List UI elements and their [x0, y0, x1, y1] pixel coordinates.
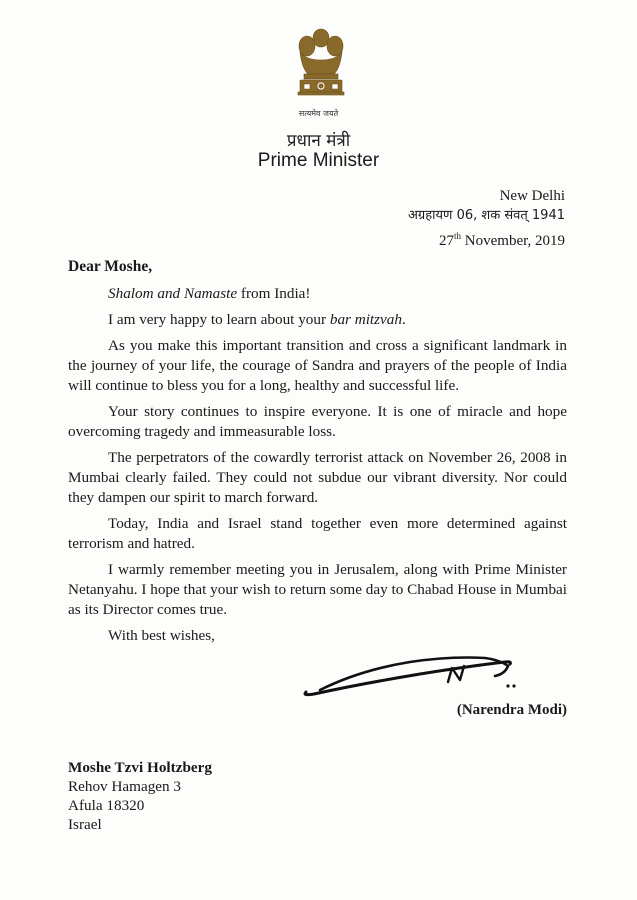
signed-name: (Narendra Modi) [456, 702, 567, 718]
handwritten-signature [300, 640, 530, 700]
recipient-country: Israel [68, 816, 102, 833]
closing: With best wishes, [108, 627, 215, 644]
paragraph-5: The perpetrators of the cowardly terrorist attack on November 26, 2008 in Mumbai clearly failed. They could not subdue our vibrant diversity. Nor could they dampen our spirit to march forward. [68, 449, 567, 506]
place: New Delhi [499, 188, 565, 204]
paragraph-2: I am very happy to learn about your bar mitzvah. [108, 311, 406, 328]
hindi-date: अग्रहायण 06, शक संवत् 1941 [407, 208, 565, 223]
paragraph-1: Shalom and Namaste from India! [108, 285, 311, 302]
recipient-name: Moshe Tzvi Holtzberg [68, 759, 212, 776]
recipient-street: Rehov Hamagen 3 [68, 778, 182, 795]
recipient-address [68, 758, 212, 834]
office-title-hindi: प्रधान मंत्री [286, 131, 351, 151]
paragraph-4: Your story continues to inspire everyone. It is one of miracle and hope overcoming tragedy and immeasurable loss. [68, 403, 567, 440]
paragraph-3: As you make this important transition and cross a significant landmark in the journey of your life, the courage of Sandra and prayers of the people of India will continue to bless you for a long, healthy and successful life. [68, 337, 567, 394]
recipient-city: Afula 18320 [68, 797, 145, 814]
lion-capital-emblem-icon [292, 26, 350, 106]
date-block [408, 186, 565, 251]
paragraph-7: I warmly remember meeting you in Jerusalem, along with Prime Minister Netanyahu. I hope that your wish to return some day to Chabad House in Mumbai as its Director comes true. [68, 561, 567, 618]
emblem-motto: सत्यमेव जयते [298, 109, 339, 118]
paragraph-6: Today, India and Israel stand together even more determined against terrorism and hatred. [68, 515, 567, 552]
letter-body [68, 284, 567, 652]
english-date: 27th November, 2019 [439, 231, 565, 249]
office-title-english: Prime Minister [257, 150, 380, 171]
salutation: Dear Moshe, [68, 258, 153, 275]
